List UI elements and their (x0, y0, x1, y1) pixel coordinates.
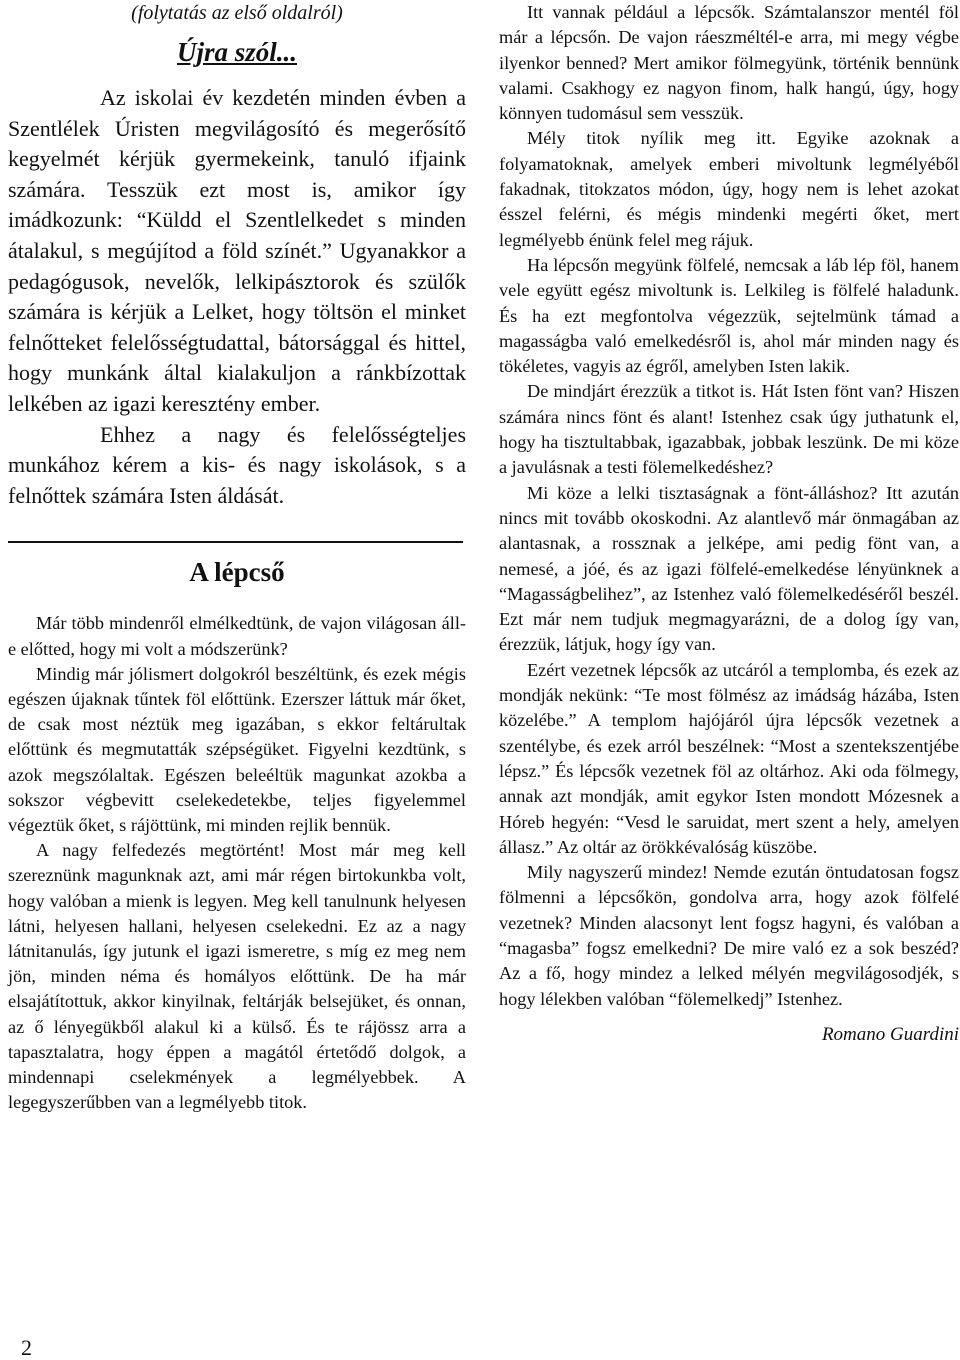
article-paragraph: De mindjárt érezzük a titkot is. Hát Isten fönt van? Hiszen számára nincs fönt és alant! Istenhez csak úgy juthatunk el, hogy ha tisztultabbak, igazabbak, jobbak leszünk. De mi köze a javulásnak a testi fölemelkedéshez? (499, 381, 959, 478)
article-paragraph: Itt vannak például a lépcsők. Számtalanszor mentél föl már a lépcsőn. De vajon ráeszméltél-e arra, mi megy végbe ilyenkor benned? Mert amikor fölmegyünk, történik bennünk valami. Csakhogy ez nagyon finom, halk hangú, úgy, hogy könnyen tudomásul sem vesszük. (499, 2, 959, 124)
section-title: Újra szól... (176, 37, 298, 67)
article-paragraph: Ha lépcsőn megyünk fölfelé, nemcsak a láb lép föl, hanem vele együtt egész mivoltunk is. Lelkileg is fölfelé haladunk. És ha ezt megfontolva végezzük, sejtelmünk támad a magasságba való emelkedésről is, ahol már minden nagy és tökéletes, vagyis az égről, amelyben Isten lakik. (499, 254, 959, 377)
article-paragraph: Már több mindenről elmélkedtünk, de vajon világosan áll-e előtted, hogy mi volt a módszerünk? (8, 613, 466, 659)
article-paragraph: Mindig már jólismert dolgokról beszéltünk, és ezek mégis egészen újaknak tűntek föl előttünk. Ezerszer láttuk már őket, de csak most néztük meg igazában, s ekkor feltárultak előttünk és megmutatták szépségüket. Figyelni kezdtünk, s azok megszólaltak. Egészen beleéltük magunkat azokba a sokszor végbevitt cselekedetekbe, teljes figyelemmel végeztük őket, s rájöttünk, mi minden rejlik bennük. (8, 663, 466, 835)
intro-text (8, 83, 466, 511)
intro-paragraph: Az iskolai év kezdetén minden évben a Szentlélek Úristen megvilágosító és megerősítő kegyelmét kérjük gyermekeink, tanuló ifjaink számára. Tesszük ezt most is, amikor így imádkozunk: “Küldd el Szentlelkedet s minden átalakul, s megújítod a föld színét.” Ugyanakkor a pedagógusok, nevelők, lelkipásztorok és szülők számára is kérjük a Lelket, hogy töltsön el minket felnőtteket felelősségtudattal, bátorsággal és hittel, hogy munkánk által kialakuljon a ránkbízottak lelkében az igazi keresztény ember. (8, 85, 466, 416)
article-paragraph: Mi köze a lelki tisztaságnak a fönt-álláshoz? Itt azután nincs mit tovább okoskodni. Az alantlevő már önmagában az alantasnak, a rossznak a jelképe, ami pedig fönt van, a nemesé, a jóé, és az igazi fölfelé-emelkedése lényünknek a “Magasságbelihez”, az Istenhez való fölemelkedéséről beszél. Ezt már nem tudjuk megmagyarázni, de a dolog így van, érezzük, látjuk, hogy így van. (499, 482, 959, 655)
left-column (8, 0, 466, 1115)
article-paragraph: Ezért vezetnek lépcsők az utcáról a templomba, és ezek az mondják nekünk: “Te most fölmész az imádság házába, Isten közelébe.” A templom hajójáról újra lépcsők vezetnek a szentélybe, és ezek arról beszélnek: “Most a szentekszentjébe lépsz.” És lépcsők vezetnek föl az oltárhoz. Aki oda fölmegy, annak azt mondják, amit egykor Isten mondott Mózesnek a Hóreb hegyén: “Vesd le saruidat, mert szent a hely, amelyen állasz.” Az oltár az örökkévalóság küszöbe. (499, 659, 959, 857)
page-number: 2 (21, 1335, 32, 1360)
right-column (499, 0, 959, 1048)
article-paragraph: A nagy felfedezés megtörtént! Most már meg kell szereznünk magunknak azt, ami már régen birtokunkba volt, hogy valóban a mienk is legyen. Meg kell tanulnunk helyesen látni, helyesen hallani, helyesen cselekedni. Ez az a nagy látnitanulás, így jutunk el igazi ismeretre, s míg ez meg nem jön, minden néma és homályos előttünk. De ha már elsajátítottuk, akkor kinyilnak, feltárják belsejüket, és onnan, az ő lényegükből alakul ki a külső. És te rájössz arra a tapasztalatra, hogy éppen a magától értetődő dolgok, a mindennapi cselekmények a legmélyebbek. A legegyszerűbben van a legmélyebb titok. (8, 840, 466, 1113)
article-body-right (499, 0, 959, 1012)
continued-note: (folytatás az első oldalról) (131, 2, 343, 24)
article-paragraph: Mély titok nyílik meg itt. Egyike azoknak a folyamatoknak, amelyek emberi mivoltunk legmélyéből fakadnak, titokzatos módon, úgy, hogy nem is lehet azokat ésszel felérni, és mégis mindenki megérti őket, mert legmélyebb énünk felel meg rájuk. (499, 128, 959, 250)
article-title: A lépcső (189, 557, 285, 588)
article-body-left (8, 611, 466, 1115)
section-divider (8, 541, 463, 543)
intro-paragraph: Ehhez a nagy és felelősségteljes munkához kérem a kis- és nagy iskolások, s a felnőttek számára Isten áldását. (8, 421, 466, 508)
author-signature: Romano Guardini (821, 1023, 959, 1045)
article-paragraph: Mily nagyszerű mindez! Nemde ezután öntudatosan fogsz fölmenni a lépcsőkön, gondolva arra, hogy azok fölfelé vezetnek? Minden alacsonyt lent fogsz hagyni, és valóban a “magasba” fogsz emelkedni? De mire való ez a sok beszéd? Az a fő, hogy mindez a lelked mélyén megvilágosodjék, s hogy lélekben valóban “fölemelkedj” Istenhez. (499, 862, 959, 1009)
